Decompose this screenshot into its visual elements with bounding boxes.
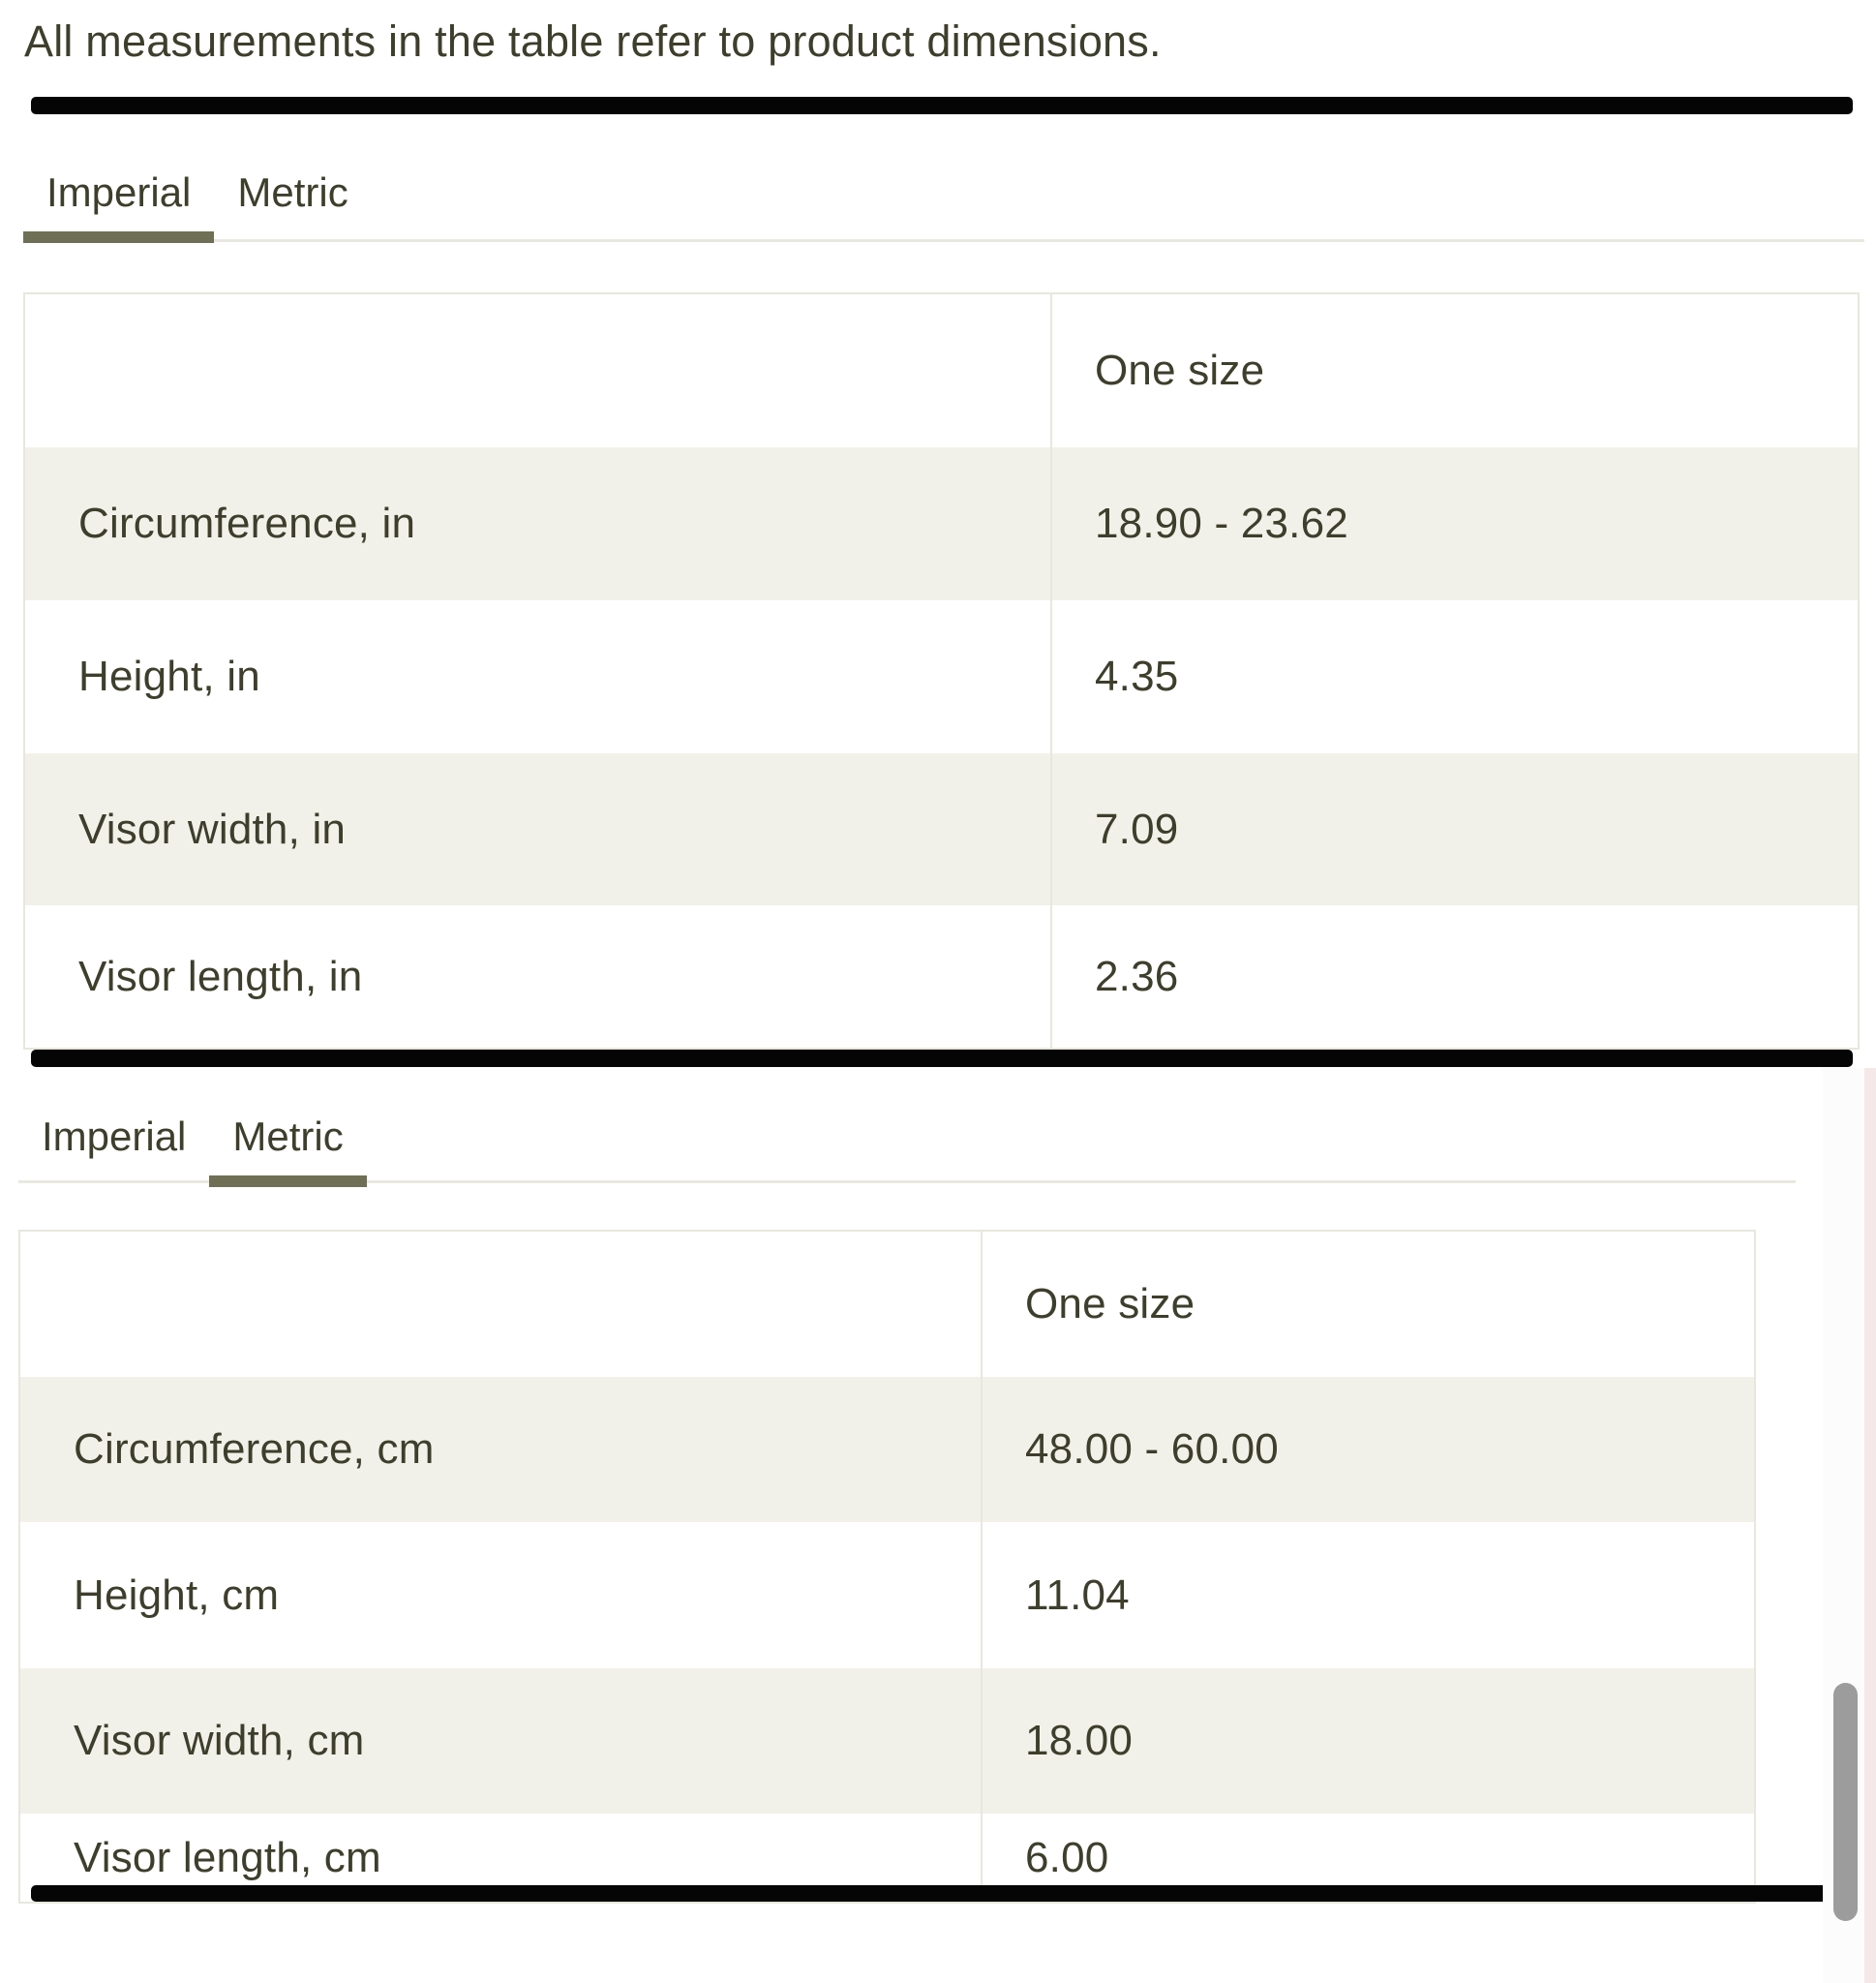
- row-label: Height, in: [78, 653, 260, 700]
- separator-bar-bottom: [31, 1885, 1849, 1902]
- separator-bar-top: [31, 97, 1853, 114]
- column-header-one-size: One size: [981, 1232, 1754, 1377]
- row-label: Circumference, in: [78, 500, 416, 547]
- row-label: Visor width, in: [78, 805, 347, 853]
- table-row: [25, 905, 1858, 1048]
- column-header-one-size: One size: [1050, 294, 1858, 447]
- row-label: Visor length, cm: [74, 1833, 381, 1881]
- row-value: 6.00: [981, 1814, 1754, 1902]
- row-label: Height, cm: [74, 1571, 280, 1619]
- table-row: [20, 1668, 1754, 1814]
- table-row: [25, 600, 1858, 753]
- row-value: 18.00: [981, 1668, 1754, 1814]
- row-value: 2.36: [1050, 905, 1858, 1048]
- row-label: Circumference, cm: [74, 1425, 435, 1473]
- row-value: 18.90 - 23.62: [1050, 447, 1858, 600]
- row-label: Visor length, in: [78, 952, 363, 1000]
- row-label: Visor width, cm: [74, 1717, 365, 1764]
- table-row: [20, 1377, 1754, 1522]
- tab-imperial[interactable]: Imperial: [42, 1114, 187, 1159]
- table-header-row: [25, 294, 1858, 447]
- tab-imperial[interactable]: Imperial: [23, 168, 214, 243]
- table-header-row: [20, 1232, 1754, 1377]
- tab-metric[interactable]: Metric: [237, 169, 348, 215]
- table-row: [20, 1522, 1754, 1668]
- size-table-metric: [18, 1230, 1756, 1904]
- header-spacer-cell: [20, 1232, 981, 1377]
- scrollbar-thumb[interactable]: [1833, 1683, 1858, 1921]
- page-title: All measurements in the table refer to product dimensions.: [24, 16, 1162, 66]
- table-row: [25, 753, 1858, 905]
- row-value: 4.35: [1050, 600, 1858, 753]
- row-value: 11.04: [981, 1522, 1754, 1668]
- page-edge-background: [1864, 1068, 1876, 1983]
- header-spacer-cell: [25, 294, 1050, 447]
- tab-metric[interactable]: Metric: [209, 1112, 366, 1187]
- row-value: 48.00 - 60.00: [981, 1377, 1754, 1522]
- unit-tablist-imperial-section: [23, 168, 372, 243]
- size-table-imperial: [23, 292, 1860, 1050]
- separator-bar-middle: [31, 1050, 1853, 1067]
- table-row: [25, 447, 1858, 600]
- unit-tablist-metric-section: [18, 1112, 367, 1187]
- row-value: 7.09: [1050, 753, 1858, 905]
